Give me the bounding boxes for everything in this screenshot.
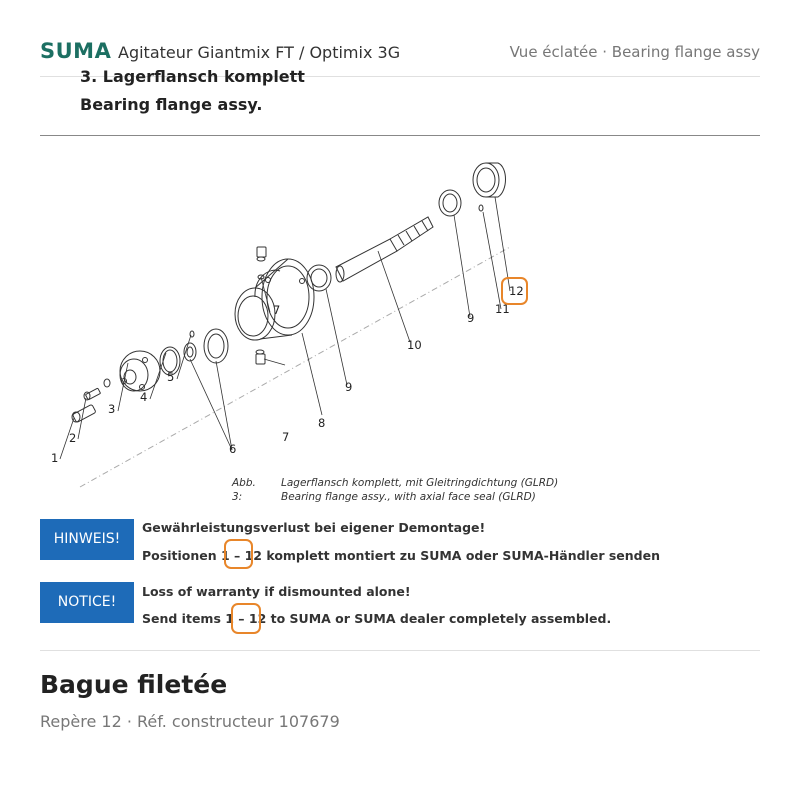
document-title: Agitateur Giantmix FT / Optimix 3G [118,43,401,62]
part-12-threaded-ring [473,163,506,197]
callout-3: 3 [108,402,116,416]
hinweis-line-1: Gewährleistungsverlust bei eigener Demontage! [142,520,486,535]
caption-de: Lagerflansch komplett, mit Gleitringdichtung (GLRD) [281,477,559,489]
hinweis-line-2: Positionen 1 – 12 komplett montiert zu SUMA oder SUMA-Händler senden [142,548,660,563]
part-8-flange-housing [235,259,314,340]
axis-line [80,247,510,487]
part-name: Bague filetée [40,670,228,699]
section-title-de: 3. Lagerflansch komplett [80,67,305,86]
callout-9-right: 9 [467,311,475,325]
callout-12: 12 [509,284,524,298]
notice-badge: NOTICE! [40,582,134,623]
hinweis-badge: HINWEIS! [40,519,134,560]
footer-rule [40,650,760,651]
caption-en: Bearing flange assy., with axial face seal (GLRD) [281,491,536,503]
part-6-bearings [184,329,228,363]
callout-11: 11 [495,302,510,316]
notice-line-2: Send items 1 – 12 to SUMA or SUMA dealer completely assembled. [142,611,612,626]
callout-6: 6 [229,442,237,456]
brand-logo: SUMA [40,39,112,63]
part-9-bearing-right [439,190,461,216]
exploded-view-diagram [40,147,760,487]
part-11-screw [479,205,483,211]
part-meta: Repère 12 · Réf. constructeur 107679 [40,712,340,731]
callout-5: 5 [167,370,175,384]
callout-7-bottom: 7 [282,430,290,444]
callout-9-left: 9 [345,380,353,394]
caption-label: Abb. 3: [232,477,256,503]
callout-10: 10 [407,338,422,352]
callout-8: 8 [318,416,326,430]
title-rule [40,135,760,136]
part-7-grease-nipple-bottom [256,350,265,364]
small-washer [104,379,110,387]
callout-1: 1 [51,451,59,465]
part-9-bearing-left [307,265,331,291]
callout-7-top: 7 [273,303,281,317]
document-section-title [80,63,305,119]
notice-line-1: Loss of warranty if dismounted alone! [142,584,411,599]
notice-12-highlight [231,603,261,634]
section-name: Vue éclatée · Bearing flange assy [509,43,760,61]
callout-4: 4 [140,390,148,404]
callout-2: 2 [69,431,77,445]
hinweis-12-highlight [224,539,253,569]
section-title-en: Bearing flange assy. [80,95,263,114]
part-10-shaft [336,217,433,282]
document-scan [40,67,760,649]
part-2-screw [84,388,101,400]
